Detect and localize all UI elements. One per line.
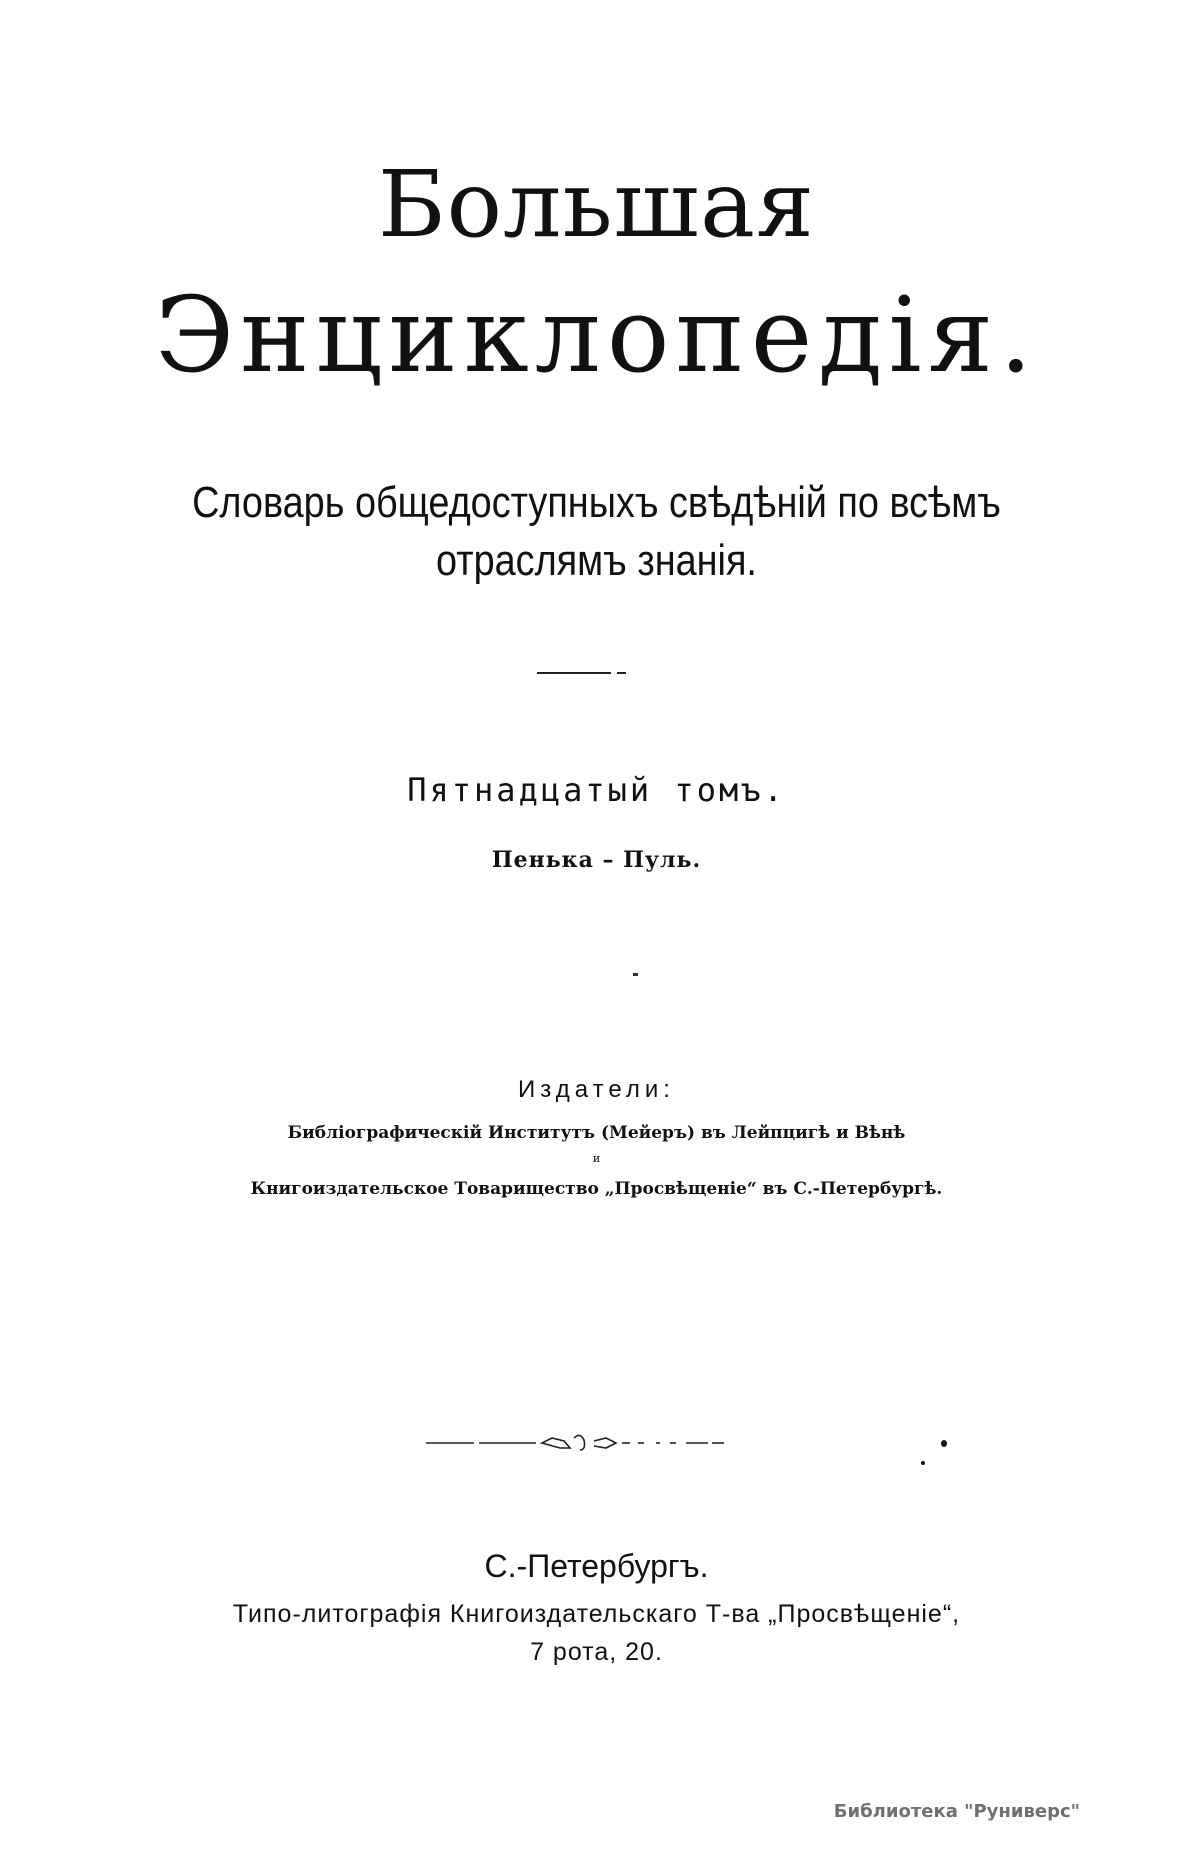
- imprint-address: 7 рота, 20.: [530, 1638, 663, 1666]
- print-speck: [921, 1461, 925, 1465]
- print-speck: [941, 1440, 947, 1447]
- subtitle-line-1: Словарь общедоступныхъ свѣдѣній по всѣмъ: [192, 478, 1001, 527]
- subtitle-line-2: отраслямъ знанія.: [436, 536, 757, 585]
- separator-rule-tail: [617, 672, 626, 674]
- ornament-divider: [424, 1428, 754, 1458]
- library-watermark: Библиотека "Руниверс": [833, 1801, 1080, 1822]
- separator-dot: [633, 973, 638, 976]
- publisher-second: Книгоиздательское Товарищество „Просвѣщеніе“ въ С.-Петербургѣ.: [250, 1179, 943, 1199]
- imprint-city: С.-Петербургъ.: [484, 1548, 709, 1584]
- publisher-conjunction: и: [592, 1152, 601, 1165]
- title-line-1: Большая: [378, 151, 815, 258]
- publishers-label: Издатели:: [518, 1076, 675, 1103]
- volume-range: Пенька – Пуль.: [491, 847, 702, 873]
- publisher-first: Библіографическій Институтъ (Мейеръ) въ Лейпцигѣ и Вѣнѣ: [287, 1123, 906, 1143]
- title-line-2: Энциклопедія.: [154, 274, 1039, 396]
- volume-label: Пятнадцатый томъ.: [407, 771, 786, 809]
- imprint-printer: Типо-литографія Книгоиздательскаго Т-ва „Просвѣщеніе“,: [232, 1600, 961, 1628]
- separator-rule: [537, 672, 611, 674]
